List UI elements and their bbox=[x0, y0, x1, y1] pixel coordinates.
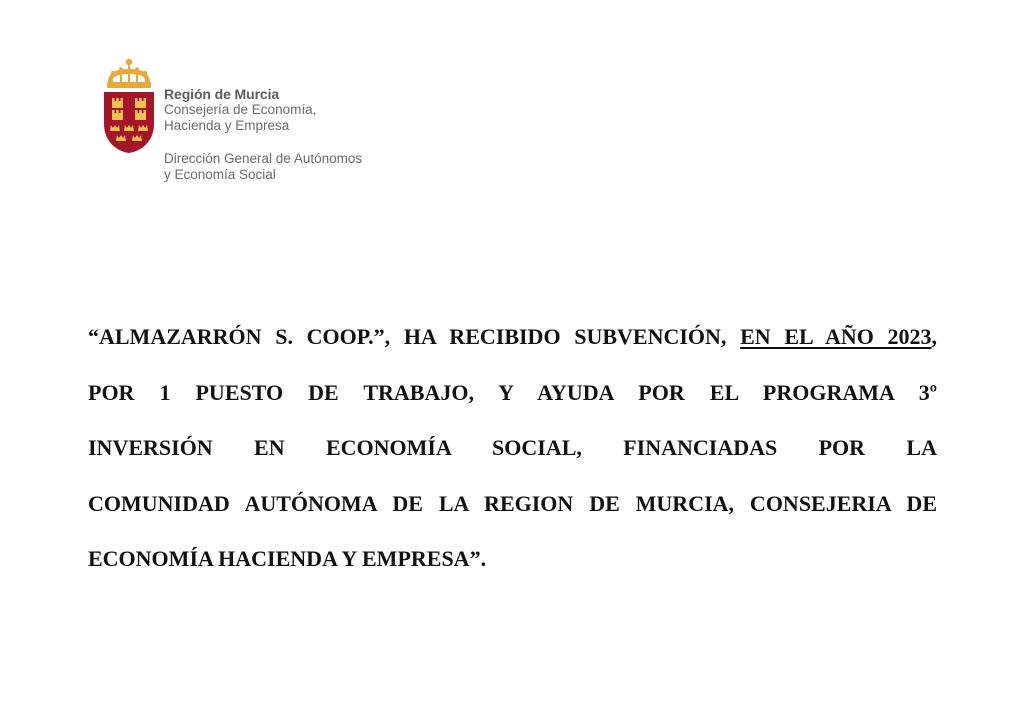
year-underlined: EN EL AÑO 2023 bbox=[740, 324, 932, 349]
beneficiary-text: “ALMAZARRÓN S. COOP.”, HA RECIBIDO SUBVENCIÓN, bbox=[88, 324, 741, 349]
coat-of-arms-icon bbox=[103, 56, 155, 154]
crown-icon bbox=[107, 59, 151, 88]
statement-line-4: COMUNIDAD AUTÓNOMA DE LA REGION DE MURCIA, CONSEJERIA DE bbox=[88, 490, 937, 516]
statement-line-5: ECONOMÍA HACIENDA Y EMPRESA”. bbox=[88, 546, 487, 571]
statement-line-2: POR 1 PUESTO DE TRABAJO, Y AYUDA POR EL PROGRAMA 3º bbox=[88, 379, 937, 405]
subsidy-statement bbox=[88, 309, 937, 587]
letterhead bbox=[103, 56, 403, 196]
line1-comma: , bbox=[931, 324, 938, 349]
statement-line-1 bbox=[88, 309, 937, 365]
organization-block bbox=[164, 86, 316, 134]
directorate-block bbox=[164, 151, 362, 183]
department-line-1: Consejería de Economía, bbox=[164, 102, 317, 117]
directorate-line-2: y Economía Social bbox=[164, 167, 276, 182]
shield-icon bbox=[104, 92, 154, 153]
directorate-line-1: Dirección General de Autónomos bbox=[164, 151, 363, 166]
statement-line-3: INVERSIÓN EN ECONOMÍA SOCIAL, FINANCIADAS POR LA bbox=[88, 435, 937, 460]
organization-name: Región de Murcia bbox=[164, 86, 280, 102]
department-line-2: Hacienda y Empresa bbox=[164, 118, 290, 133]
